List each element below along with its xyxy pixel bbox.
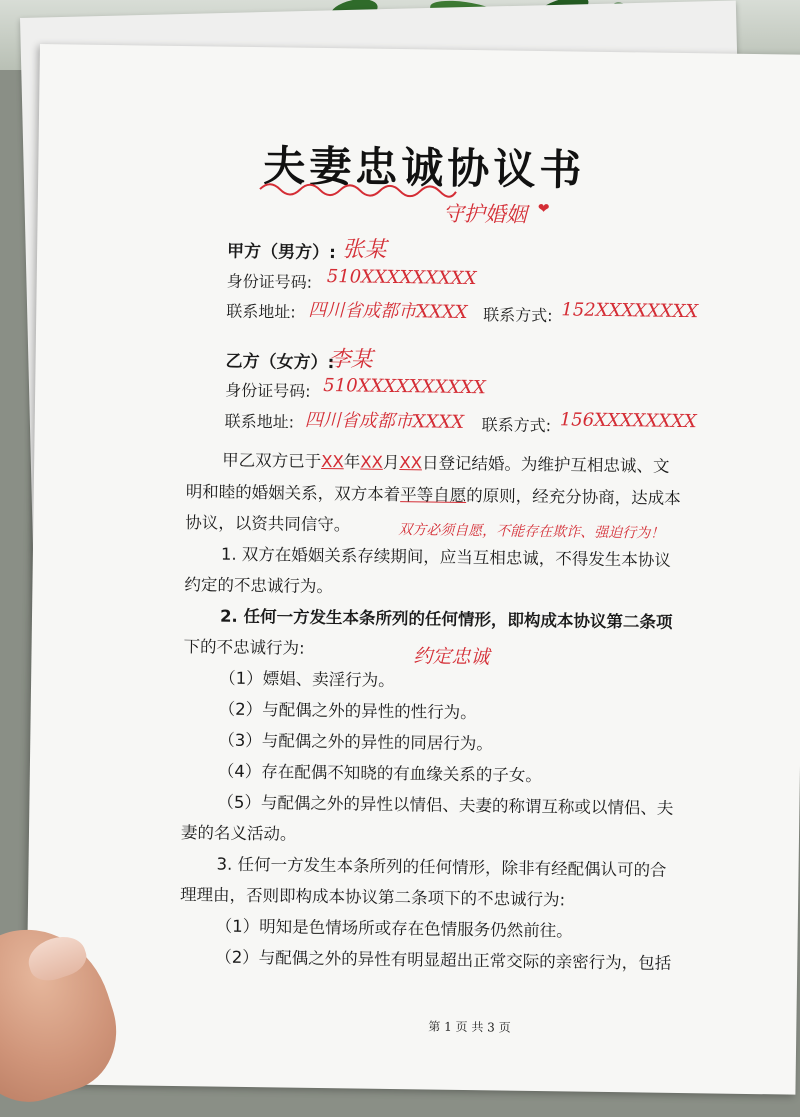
clause-item: （5）与配偶之外的异性以情侣、夫妻的称谓互称或以情侣、夫: [217, 792, 674, 818]
intro-line-3: 协议，以资共同信守。: [185, 513, 351, 535]
document-title: 夫妻忠诚协议书: [262, 141, 586, 195]
clause-line: 3. 任何一方发生本条所列的任何情形，除非有经配偶认可的合: [216, 854, 667, 880]
page-footer: 第 1 页 共 3 页: [428, 1019, 511, 1035]
clause-line: 约定的不忠诚行为。: [184, 575, 334, 597]
intro-text: 月: [382, 452, 400, 473]
party-b-heading: 乙方（女方）:: [225, 351, 335, 374]
party-a-id-value: 510XXXXXXXXX: [326, 266, 477, 290]
party-a-address-label: 联系地址:: [226, 301, 296, 322]
clause-line: 2. 任何一方发生本条所列的任何情形，即构成本协议第二条项: [219, 606, 673, 632]
party-a-id-label: 身份证号码:: [226, 271, 313, 292]
party-a-name: 张某: [341, 237, 387, 263]
intro-text: 年: [343, 452, 361, 472]
clause-item: （1）嫖娼、卖淫行为。: [219, 668, 395, 691]
clause-item: 妻的名义活动。: [180, 823, 297, 844]
marriage-year: XX: [321, 451, 344, 472]
marriage-day: XX: [399, 453, 423, 473]
party-b-address-value: 四川省成都市XXXX: [304, 409, 465, 433]
heart-icon: ❤: [537, 200, 550, 218]
party-b-phone-label: 联系方式:: [481, 415, 552, 436]
fidelity-handwritten-note: 约定忠诚: [413, 645, 490, 669]
clause-item: （2）与配偶之外的异性的性行为。: [218, 699, 477, 723]
party-a-phone-value: 152XXXXXXXX: [561, 299, 699, 323]
document-page: [25, 44, 800, 1095]
intro-text: 明和睦的婚姻关系，双方本着: [185, 482, 401, 505]
party-a-address-value: 四川省成都市XXXX: [308, 299, 468, 323]
clause-line: 理理由，否则即构成本协议第二条项下的不忠诚行为:: [180, 885, 566, 910]
intro-text: 甲乙双方已于: [222, 450, 322, 471]
party-a-phone-label: 联系方式:: [483, 305, 553, 326]
party-a-heading: 甲方（男方）:: [226, 241, 337, 264]
clause-item: （3）与配偶之外的异性的同居行为。: [218, 730, 493, 754]
party-b-name: 李某: [328, 347, 373, 373]
title-underline-squiggle: [258, 177, 458, 204]
party-b-id-value: 510XXXXXXXXXX: [323, 374, 486, 399]
party-b-address-label: 联系地址:: [224, 411, 295, 432]
intro-text: 的原则，经充分协商，达成本: [466, 485, 681, 508]
intro-text: 日登记结婚。为维护互相忠诚、文: [421, 453, 670, 476]
clause-item: （2）与配偶之外的异性有明显超出正常交际的亲密行为，包括: [215, 947, 672, 973]
clause-item: （4）存在配偶不知晓的有血缘关系的子女。: [217, 761, 542, 786]
clause-line: 下的不忠诚行为:: [183, 637, 305, 658]
marriage-month: XX: [360, 452, 384, 472]
clause-item: （1）明知是色情场所或存在色情服务仍然前往。: [215, 916, 573, 941]
intro-emphasis: 平等自愿: [400, 485, 467, 505]
title-handwritten-note: 守护婚姻: [442, 201, 527, 227]
voluntary-handwritten-note: 双方必须自愿，不能存在欺诈、强迫行为！: [398, 522, 665, 542]
clause-line: 1. 双方在婚姻关系存续期间，应当互相忠诚，不得发生本协议: [220, 544, 671, 570]
party-b-id-label: 身份证号码:: [225, 380, 311, 401]
party-b-phone-value: 156XXXXXXXX: [559, 409, 697, 433]
